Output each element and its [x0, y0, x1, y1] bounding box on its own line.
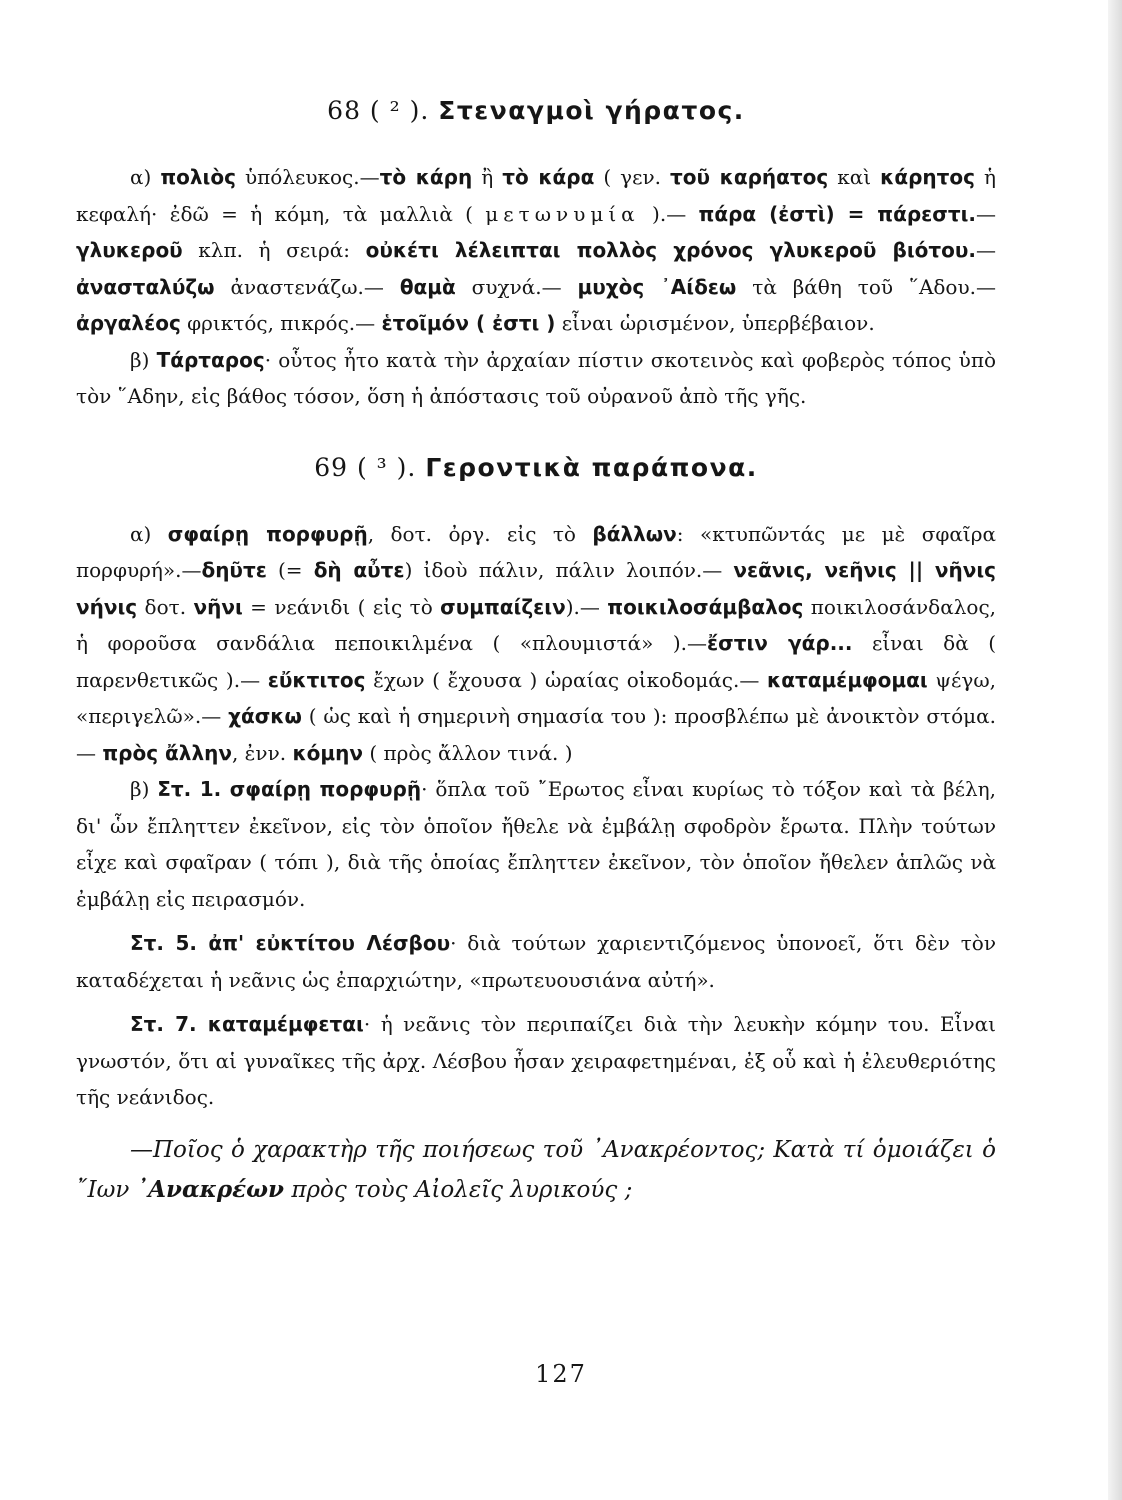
- term: κάρητος: [880, 165, 976, 189]
- term: καταμέμφομαι: [767, 667, 928, 692]
- gloss: εἶναι ὡρισμένον, ὑπερβέβαιον.: [555, 311, 875, 335]
- gloss: : «κτυπῶντάς με μὲ σφαῖρα πορφυρή».—: [76, 521, 997, 582]
- gloss: = νεάνιδι ( εἰς τὸ: [242, 594, 441, 619]
- gloss: ).—: [639, 201, 699, 226]
- review-questions: [76, 1130, 996, 1210]
- gloss: · οὗτος ἦτο κατὰ τὴν ἀρχαίαν πίστιν σκοτεινὸς καὶ φοβερὸς τόπος ὑπὸ τὸν ῞Αδην, εἰς βάθος τόσον, ὅση ἡ ἀπόστασις τοῦ οὐρανοῦ ἀπὸ τῆς γῆς.: [76, 347, 997, 408]
- term: οὐκέτι λέλειπται πολλὸς χρόνος γλυκεροῦ βιότου.: [365, 238, 976, 262]
- section-69-note-st5: [76, 925, 996, 998]
- question-text: —Ποῖος ὁ χαρακτὴρ τῆς ποιήσεως τοῦ ᾿Ανακρέοντος; Κατὰ τί ὁμοιάζει ὁ ῎Ιων: [76, 1136, 996, 1203]
- term: χάσκω: [228, 704, 302, 728]
- term: θαμὰ: [399, 274, 456, 299]
- gloss: τὰ βάθη τοῦ ῞Αδου.—: [736, 274, 996, 299]
- term: ποικιλοσάμβαλος: [607, 594, 804, 619]
- gloss: κλπ. ἡ σειρά:: [182, 238, 366, 262]
- term: ἀνασταλύζω: [76, 274, 215, 299]
- page-content: [76, 96, 996, 1210]
- term: ἔστιν γάρ...: [707, 631, 853, 655]
- term: Τάρταρος: [156, 347, 265, 372]
- term: Στ. 5. ἀπ' εὐκτίτου Λέσβου: [130, 931, 451, 955]
- term: γλυκεροῦ: [76, 238, 183, 262]
- term: πολιὸς: [160, 165, 236, 189]
- gloss: , δοτ. ὀργ. εἰς τὸ: [367, 521, 593, 546]
- term: τὸ κάρα: [502, 165, 595, 189]
- term: πάρα (ἐστὶ) = πάρεστι.: [698, 201, 976, 226]
- gloss: ὑπόλευκος.—: [235, 165, 380, 189]
- term: Στ. 1. σφαίρῃ πορφυρῇ: [157, 777, 422, 801]
- term: εὔκτιτος: [267, 667, 366, 692]
- gloss: ἢ: [472, 165, 503, 189]
- section-68-heading: [76, 96, 996, 125]
- section-69-note-st7: [76, 1006, 996, 1116]
- section-68-note-a: [76, 159, 996, 342]
- term: δηῦτε: [201, 558, 267, 582]
- term: ἀργαλέος: [76, 311, 181, 335]
- gloss: · ἡ νεᾶνις τὸν περιπαίζει διὰ τὴν λευκὴν κόμην του. Εἶναι γνωστόν, ὅτι αἱ γυναῖκες τῆς ἀρχ. Λέσβου ἦσαν χειραφετημέναι, ἐξ οὗ καὶ ἡ ἐλευθεριότης τῆς νεάνιδος.: [76, 1012, 996, 1109]
- gloss: ποικιλοσάνδαλος, ἡ φοροῦσα σανδάλια πεποικιλμένα ( «πλουμιστά» ).—: [76, 594, 997, 655]
- term: τοῦ καρήατος: [670, 165, 829, 189]
- section-69-note-b: [76, 771, 996, 917]
- section-69-number: 69 ( ³ ).: [314, 452, 417, 482]
- gloss: ἀναστενάζω.—: [214, 274, 400, 299]
- section-69-note-a: [76, 516, 996, 772]
- term: τὸ κάρη: [379, 165, 473, 189]
- page-number: 127: [535, 1360, 587, 1388]
- gloss: ( γεν.: [594, 165, 671, 189]
- gloss: , ἐνν.: [231, 740, 293, 765]
- gloss: · διὰ τούτων χαριεντιζόμενος ὑπονοεῖ, ὅτι δὲν τὸν καταδέχεται ἡ νεᾶνις ὡς ἐπαρχιώτην, «πρωτευουσιάνα αὐτή».: [76, 931, 996, 992]
- note-label: α): [130, 521, 152, 546]
- gloss: ) ἰδοὺ πάλιν, πάλιν λοιπόν.—: [404, 558, 734, 582]
- scan-edge-shadow: [1108, 0, 1122, 1500]
- term: σφαίρῃ πορφυρῇ: [167, 521, 368, 546]
- note-label: α): [130, 165, 152, 189]
- gloss: ).—: [565, 594, 608, 619]
- term: συμπαίζειν: [440, 594, 566, 619]
- section-69-title: Γεροντικὰ παράπονα.: [425, 452, 758, 482]
- gloss: καὶ: [828, 165, 881, 189]
- question-term: ᾿Ανακρέων: [136, 1175, 285, 1203]
- note-label: β): [130, 777, 150, 801]
- section-68-number: 68 ( ² ).: [327, 96, 430, 125]
- gloss: δοτ.: [137, 594, 194, 619]
- gloss: ἔχων ( ἔχουσα ) ὡραίας οἰκοδομάς.—: [365, 667, 768, 692]
- gloss: —: [976, 238, 996, 262]
- term: πρὸς ἄλλην: [102, 740, 232, 765]
- gloss: ἡ κεφαλή· ἐδῶ = ἡ κόμη, τὰ μαλλιὰ (: [76, 165, 997, 226]
- spaced-term: μετωνυμία: [485, 201, 640, 226]
- gloss: φρικτός, πικρός.—: [180, 311, 382, 335]
- note-label: β): [130, 347, 150, 372]
- gloss: (=: [266, 558, 314, 582]
- section-69-heading: [76, 453, 996, 482]
- term: δὴ αὖτε: [313, 558, 405, 582]
- gloss: συχνά.—: [455, 274, 578, 299]
- term: μυχὸς ᾿Αίδεω: [577, 274, 737, 299]
- term: ἑτοῖμόν ( ἐστι ): [381, 311, 556, 335]
- term: νεᾶνις, νεῆνις || νῆνις νήνις: [76, 558, 997, 619]
- gloss: ( ὡς καὶ ἡ σημερινὴ σημασία του ): προσβλέπω μὲ ἀνοικτὸν στόμα.—: [76, 704, 997, 765]
- term: νῆνι: [193, 594, 243, 619]
- gloss: ( πρὸς ἄλλον τινά. ): [362, 740, 573, 765]
- gloss: ψέγω, «περιγελῶ».—: [76, 667, 997, 728]
- term: βάλλων: [592, 521, 677, 546]
- gloss: —: [976, 201, 996, 226]
- term: κόμην: [292, 740, 363, 765]
- section-68-title: Στεναγμοὶ γήρατος.: [438, 96, 745, 125]
- gloss: εἶναι δὰ ( παρενθετικῶς ).—: [76, 631, 996, 692]
- question-text: πρὸς τοὺς Αἰολεῖς λυρικούς ;: [284, 1176, 633, 1203]
- term: Στ. 7. καταμέμφεται: [130, 1012, 364, 1036]
- gloss: · ὅπλα τοῦ ῎Ερωτος εἶναι κυρίως τὸ τόξον καὶ τὰ βέλη, δι' ὧν ἔπληττεν ἐκεῖνον, εἰς τὸν ὁποῖον ἤθελε νὰ ἐμβάλῃ σφοδρὸν ἔρωτα. Πλὴν τούτων εἶχε καὶ σφαῖραν ( τόπι ), διὰ τῆς ὁποίας ἔπληττεν ἐκεῖνον, τὸν ὁποῖον ἤθελεν ἁπλῶς νὰ ἐμβάλῃ εἰς πειρασμόν.: [76, 777, 997, 911]
- section-68-note-b: [76, 342, 996, 415]
